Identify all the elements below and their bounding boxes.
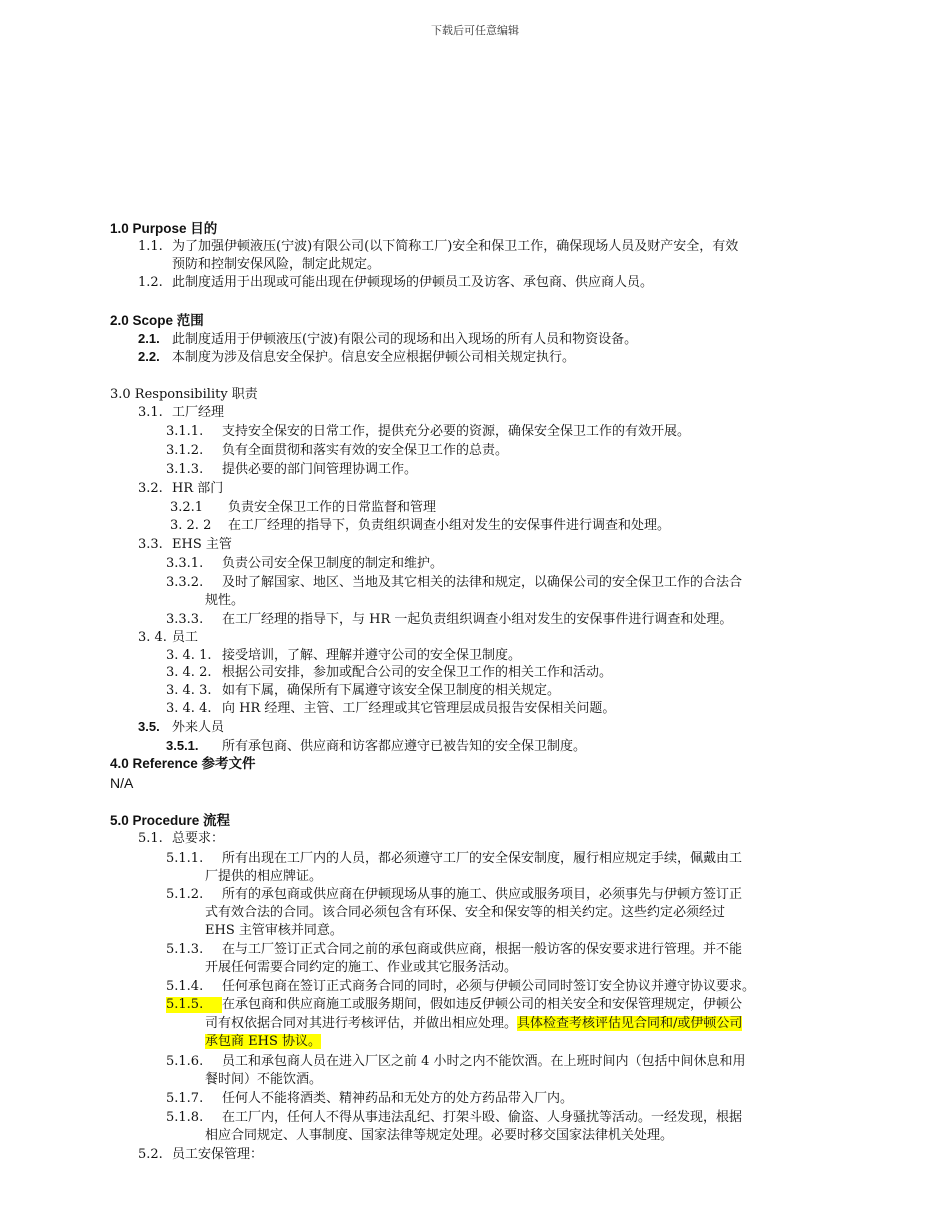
item-3-5-1	[166, 738, 586, 755]
item-text: 在与工厂签订正式合同之前的承包商或供应商，根据一般访客的保安要求进行管理。并不能	[222, 942, 743, 957]
item-5-1-1-cont: 厂提供的相应牌证。	[205, 869, 323, 884]
section-3-heading: 3.0 Responsibility 职责	[110, 387, 258, 402]
item-5-1-5-cont-2	[205, 1034, 321, 1050]
item-5-1-2-cont-1: 式有效合法的合同。该合同必须包含有环保、安全和保安等的相关约定。这些约定必须经过	[205, 905, 726, 920]
item-text: 员工	[172, 630, 199, 645]
item-number: 3. 4. 1.	[166, 648, 212, 663]
item-number: 3.2.	[138, 481, 163, 496]
section-2-heading: 2.0 Scope 范围	[110, 313, 204, 328]
item-number: 3. 4. 4.	[166, 701, 212, 716]
item-number: 3.3.3.	[166, 612, 204, 627]
item-text: 为了加强伊顿液压(宁波)有限公司(以下简称工厂)安全和保卫工作，确保现场人员及财产安全，有效	[172, 239, 739, 254]
item-3-3	[138, 537, 232, 553]
item-text: 负责公司安全保卫制度的制定和维护。	[222, 556, 444, 571]
item-5-1-3-cont: 开展任何需要合同约定的施工、作业或其它服务活动。	[205, 960, 518, 975]
item-number: 3.3.	[138, 537, 163, 552]
item-3-4	[138, 630, 198, 646]
item-5-1-6	[166, 1054, 746, 1070]
item-number: 3. 2. 2	[170, 518, 212, 533]
item-number: 3. 4. 2.	[166, 665, 212, 680]
item-1-1-cont: 预防和控制安保风险，制定此规定。	[172, 257, 381, 272]
item-5-1-5-cont-1	[205, 1016, 742, 1032]
section-4-body: N/A	[110, 775, 134, 791]
page-header-note: 下载后可任意编辑	[431, 24, 519, 37]
item-text: 接受培训，了解、理解并遵守公司的安全保卫制度。	[222, 648, 522, 663]
item-text: 外来人员	[172, 720, 225, 735]
item-text: 所有的承包商或供应商在伊顿现场从事的施工、供应或服务项目，必须事先与伊顿方签订正	[222, 887, 743, 902]
item-3-3-1	[166, 556, 443, 572]
item-text: 本制度为涉及信息安全保护。信息安全应根据伊顿公司相关规定执行。	[172, 350, 576, 365]
item-5-2	[138, 1147, 263, 1163]
item-number: 3.1.	[138, 405, 163, 420]
item-2-1	[138, 331, 637, 348]
item-text: 员工和承包商人员在进入厂区之前 4 小时之内不能饮酒。在上班时间内（包括中间休息和用	[222, 1054, 746, 1069]
item-text: 在工厂内，任何人不得从事违法乱纪、打架斗殴、偷盗、人身骚扰等活动。一经发现，根据	[222, 1110, 743, 1125]
item-3-2	[138, 481, 223, 497]
item-number: 2.2.	[138, 349, 160, 364]
item-3-1-2	[166, 443, 508, 459]
item-3-4-3	[166, 683, 560, 699]
item-number: 3.1.1.	[166, 424, 204, 439]
item-text: 提供必要的部门间管理协调工作。	[222, 462, 418, 477]
item-1-2	[138, 275, 653, 291]
item-text: 此制度适用于出现或可能出现在伊顿现场的伊顿员工及访客、承包商、供应商人员。	[172, 275, 654, 290]
highlighted-text: 具体检查考核评估见合同和/或伊顿公司	[517, 1016, 743, 1031]
item-3-2-2	[170, 518, 670, 534]
item-number: 5.1.8.	[166, 1110, 204, 1125]
item-5-1-1	[166, 851, 742, 867]
item-number: 3. 4. 3.	[166, 683, 212, 698]
item-text: 如有下属，确保所有下属遵守该安全保卫制度的相关规定。	[222, 683, 561, 698]
item-3-4-2	[166, 665, 612, 681]
item-number: 3.2.1	[170, 500, 204, 515]
item-5-1-5	[166, 997, 742, 1013]
item-5-1-2-cont-2: EHS 主管审核并同意。	[205, 923, 343, 938]
item-text: 工厂经理	[172, 405, 225, 420]
item-5-1-4	[166, 979, 755, 995]
item-text: 负有全面贯彻和落实有效的安全保卫工作的总责。	[222, 443, 509, 458]
item-number-highlighted: 5.1.5.	[166, 997, 222, 1013]
item-number: 5.1.3.	[166, 942, 204, 957]
item-number: 3.1.2.	[166, 443, 204, 458]
item-text: 任何承包商在签订正式商务合同的同时，必须与伊顿公司同时签订安全协议并遵守协议要求。	[222, 979, 756, 994]
item-text: 根据公司安排，参加或配合公司的安全保卫工作的相关工作和活动。	[222, 665, 613, 680]
item-3-1	[138, 405, 224, 421]
item-5-1-3	[166, 942, 742, 958]
highlighted-text: 承包商 EHS 协议。	[205, 1034, 321, 1049]
item-text: EHS 主管	[172, 537, 232, 552]
item-3-4-4	[166, 701, 615, 717]
item-5-1-6-cont: 餐时间）不能饮酒。	[205, 1072, 323, 1087]
item-text: 及时了解国家、地区、当地及其它相关的法律和规定，以确保公司的安全保卫工作的合法合	[222, 575, 743, 590]
item-3-5	[138, 719, 224, 736]
item-text: 负责安全保卫工作的日常监督和管理	[228, 500, 437, 515]
section-1-heading: 1.0 Purpose 目的	[110, 221, 218, 236]
item-5-1	[138, 831, 224, 847]
item-text: 任何人不能将酒类、精神药品和无处方的处方药品带入厂内。	[222, 1091, 574, 1106]
item-text: 司有权依据合同对其进行考核评估，并做出相应处理。	[205, 1016, 518, 1031]
item-number: 5.1.7.	[166, 1091, 204, 1106]
item-text: 员工安保管理：	[172, 1147, 264, 1162]
item-text: 支持安全保安的日常工作，提供充分必要的资源，确保安全保卫工作的有效开展。	[222, 424, 691, 439]
item-text: 所有出现在工厂内的人员，都必须遵守工厂的安全保安制度，履行相应规定手续，佩戴由工	[222, 851, 743, 866]
item-number: 5.1.4.	[166, 979, 204, 994]
item-3-2-1	[170, 500, 436, 516]
item-text: 在工厂经理的指导下，与 HR 一起负责组织调查小组对发生的安保事件进行调查和处理。	[222, 612, 733, 627]
item-3-3-3	[166, 612, 732, 628]
item-number: 1.1.	[138, 239, 163, 254]
item-number: 3. 4.	[138, 630, 167, 645]
item-text: 在工厂经理的指导下，负责组织调查小组对发生的安保事件进行调查和处理。	[228, 518, 671, 533]
item-number: 3.5.1.	[166, 738, 199, 753]
section-5-heading: 5.0 Procedure 流程	[110, 813, 231, 828]
item-3-3-2-cont: 规性。	[205, 593, 245, 608]
item-number: 3.3.2.	[166, 575, 204, 590]
item-text: 总要求：	[172, 831, 225, 846]
item-number: 3.1.3.	[166, 462, 204, 477]
item-1-1	[138, 239, 738, 255]
item-text: 此制度适用于伊顿液压(宁波)有限公司的现场和出入现场的所有人员和物资设备。	[172, 332, 638, 347]
item-3-1-3	[166, 462, 417, 478]
item-number: 3.3.1.	[166, 556, 204, 571]
section-4-heading: 4.0 Reference 参考文件	[110, 756, 256, 771]
item-number: 5.1.1.	[166, 851, 204, 866]
item-text: 在承包商和供应商施工或服务期间，假如违反伊顿公司的相关安全和安保管理规定，伊顿公	[222, 997, 743, 1012]
item-number: 5.1.	[138, 831, 163, 846]
item-3-3-2	[166, 575, 742, 591]
item-3-4-1	[166, 648, 521, 664]
item-5-1-8-cont: 相应合同规定、人事制度、国家法律等规定处理。必要时移交国家法律机关处理。	[205, 1128, 674, 1143]
item-5-1-8	[166, 1110, 742, 1126]
item-number: 5.1.2.	[166, 887, 204, 902]
item-number: 2.1.	[138, 331, 160, 346]
item-text: 向 HR 经理、主管、工厂经理或其它管理层成员报告安保相关问题。	[222, 701, 616, 716]
item-number: 5.1.6.	[166, 1054, 204, 1069]
item-number: 3.5.	[138, 719, 160, 734]
item-5-1-2	[166, 887, 742, 903]
item-text: HR 部门	[172, 481, 224, 496]
item-3-1-1	[166, 424, 690, 440]
item-number: 1.2.	[138, 275, 163, 290]
item-text: 所有承包商、供应商和访客都应遵守已被告知的安全保卫制度。	[222, 739, 587, 754]
item-number: 5.2.	[138, 1147, 163, 1162]
item-2-2	[138, 349, 575, 366]
item-5-1-7	[166, 1091, 573, 1107]
